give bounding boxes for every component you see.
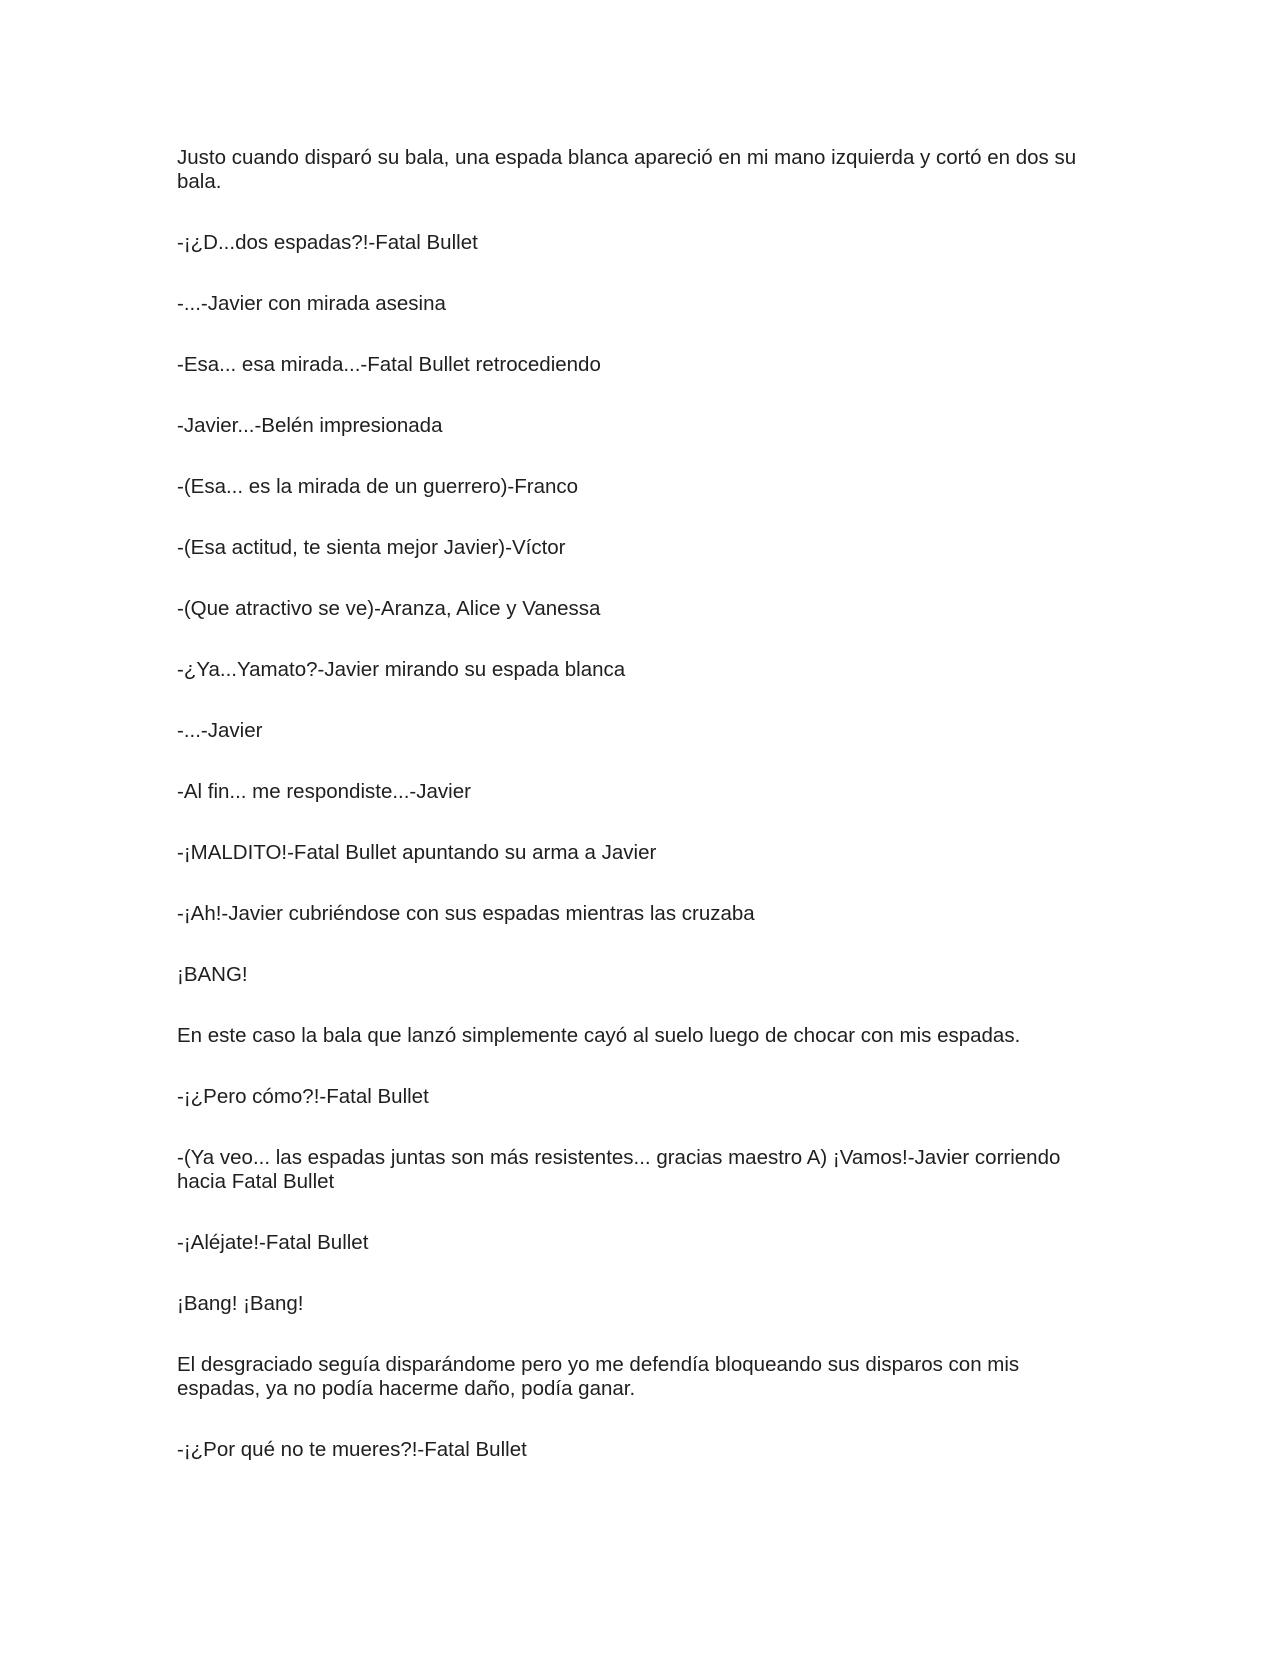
paragraph: -...-Javier (177, 719, 263, 742)
paragraph: -¿Ya...Yamato?-Javier mirando su espada blanca (177, 658, 626, 681)
paragraph: -¡Ah!-Javier cubriéndose con sus espadas mientras las cruzaba (177, 902, 755, 925)
paragraph: En este caso la bala que lanzó simplemente cayó al suelo luego de chocar con mis espadas. (177, 1024, 1021, 1047)
paragraph: Justo cuando disparó su bala, una espada blanca apareció en mi mano izquierda y cortó en dos su bala. (177, 146, 1077, 193)
paragraph: -¡¿Pero cómo?!-Fatal Bullet (177, 1085, 429, 1108)
paragraph: -(Esa actitud, te sienta mejor Javier)-Víctor (177, 536, 566, 559)
paragraph: -¡Aléjate!-Fatal Bullet (177, 1231, 369, 1254)
paragraph: -¡¿Por qué no te mueres?!-Fatal Bullet (177, 1438, 527, 1461)
paragraph: ¡BANG! (177, 963, 248, 986)
paragraph: -Al fin... me respondiste...-Javier (177, 780, 471, 803)
paragraph: -(Esa... es la mirada de un guerrero)-Franco (177, 475, 579, 498)
paragraph: -...-Javier con mirada asesina (177, 292, 446, 315)
paragraph: -¡MALDITO!-Fatal Bullet apuntando su arma a Javier (177, 841, 657, 864)
document-body (177, 146, 1097, 1462)
paragraph: -¡¿D...dos espadas?!-Fatal Bullet (177, 231, 478, 254)
paragraph: -(Ya veo... las espadas juntas son más resistentes... gracias maestro A) ¡Vamos!-Javier corriendo hacia Fatal Bullet (177, 1146, 1061, 1193)
paragraph: -(Que atractivo se ve)-Aranza, Alice y Vanessa (177, 597, 601, 620)
paragraph: ¡Bang! ¡Bang! (177, 1292, 304, 1315)
paragraph: -Javier...-Belén impresionada (177, 414, 443, 437)
paragraph: El desgraciado seguía disparándome pero yo me defendía bloqueando sus disparos con mis espadas, ya no podía hacerme daño, podía ganar. (177, 1353, 1020, 1400)
paragraph: -Esa... esa mirada...-Fatal Bullet retrocediendo (177, 353, 601, 376)
